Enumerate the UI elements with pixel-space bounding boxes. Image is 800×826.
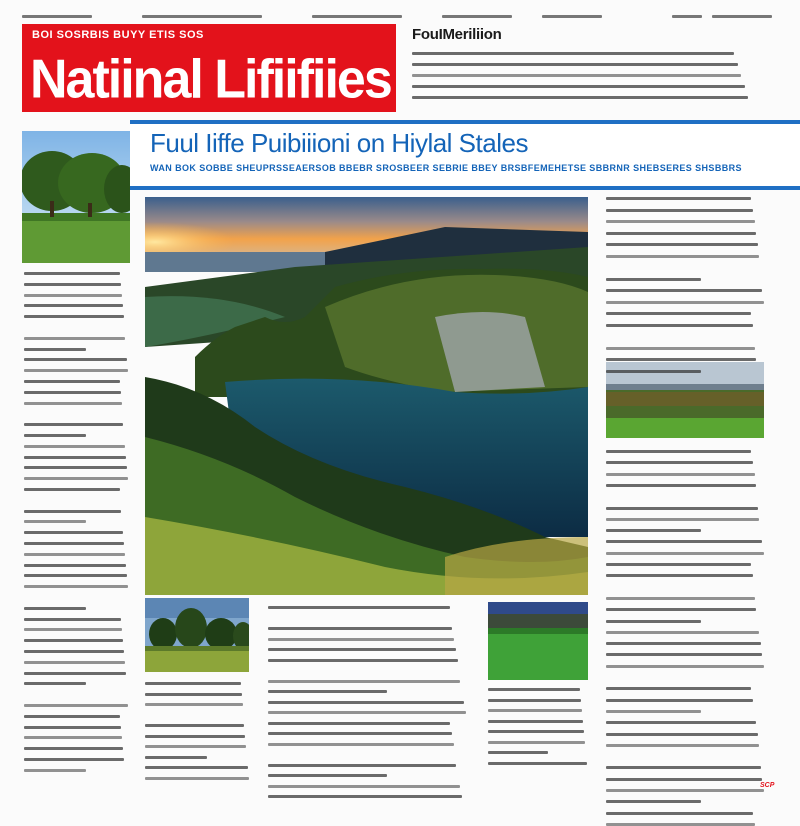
text-line	[145, 693, 242, 696]
text-line	[488, 751, 548, 754]
text-line	[24, 348, 86, 351]
tree-grove-photo	[22, 131, 130, 263]
text-line	[24, 715, 120, 718]
text-line	[606, 574, 753, 577]
text-line	[606, 620, 701, 623]
text-line	[412, 74, 741, 77]
text-line	[606, 665, 764, 668]
rule-segment	[442, 15, 512, 18]
text-line	[606, 370, 701, 373]
text-line	[268, 680, 460, 683]
text-line	[606, 473, 755, 476]
text-line	[268, 659, 458, 662]
text-line	[606, 823, 755, 826]
text-line	[145, 724, 244, 727]
text-line	[488, 709, 582, 712]
text-line	[24, 402, 122, 405]
text-line	[606, 232, 756, 235]
rule-segment	[542, 15, 602, 18]
text-line	[268, 722, 450, 725]
green-field-photo	[606, 362, 764, 438]
text-line	[606, 312, 751, 315]
text-line	[24, 380, 120, 383]
text-line	[488, 730, 584, 733]
coastal-sunset-lake-photo	[145, 197, 588, 595]
text-line	[24, 520, 86, 523]
text-line	[24, 456, 126, 459]
text-line	[24, 315, 124, 318]
text-line	[24, 607, 86, 610]
text-line	[24, 650, 124, 653]
text-line	[24, 758, 124, 761]
text-line	[24, 423, 123, 426]
text-line	[268, 774, 387, 777]
text-line	[606, 653, 762, 656]
text-line	[606, 789, 764, 792]
text-line	[24, 488, 120, 491]
text-line	[24, 283, 121, 286]
text-line	[606, 642, 761, 645]
rule-segment	[672, 15, 702, 18]
text-line	[606, 518, 759, 521]
text-line	[606, 289, 762, 292]
text-line	[606, 255, 759, 258]
text-line	[24, 272, 120, 275]
rule-segment	[712, 15, 772, 18]
text-line	[268, 627, 452, 630]
text-line	[24, 769, 86, 772]
footer-mark: SCP	[760, 782, 775, 789]
text-line	[145, 756, 207, 759]
feature-subhead: WAN BOK SOBBE SHEUPRSSEAERSOB BBEBR SROSBEER SEBRIE BBEY BRSBFEMEHETSE SBBRNR SHEBSERES SHSBBRS	[150, 163, 742, 173]
text-line	[606, 324, 753, 327]
text-line	[24, 337, 125, 340]
text-line	[412, 85, 745, 88]
tree-line-photo	[145, 598, 249, 672]
text-line	[268, 743, 454, 746]
text-line	[606, 563, 751, 566]
masthead-title: Natiinal Lifiifiies	[30, 49, 391, 110]
text-line	[606, 631, 759, 634]
text-line	[606, 243, 758, 246]
text-line	[606, 507, 758, 510]
text-line	[145, 777, 249, 780]
section-label: FouIMeriliion	[412, 26, 502, 43]
text-line	[268, 701, 464, 704]
text-line	[24, 639, 123, 642]
text-line	[412, 96, 748, 99]
text-line	[488, 762, 587, 765]
text-line	[606, 733, 758, 736]
text-line	[24, 445, 125, 448]
text-line	[412, 52, 734, 55]
text-line	[24, 466, 127, 469]
text-line	[24, 672, 126, 675]
text-line	[24, 585, 128, 588]
text-line	[145, 766, 248, 769]
text-line	[268, 690, 387, 693]
text-line	[24, 726, 121, 729]
text-line	[606, 687, 751, 690]
text-line	[488, 688, 580, 691]
text-line	[606, 812, 753, 815]
text-line	[24, 369, 128, 372]
text-line	[24, 542, 124, 545]
rule-segment	[142, 15, 262, 18]
text-line	[606, 461, 753, 464]
text-line	[412, 63, 738, 66]
text-line	[606, 766, 761, 769]
text-line	[24, 682, 86, 685]
text-line	[24, 618, 121, 621]
text-line	[606, 552, 764, 555]
rule-segment	[312, 15, 402, 18]
text-line	[24, 391, 121, 394]
text-line	[606, 197, 751, 200]
text-line	[488, 699, 581, 702]
masthead	[22, 24, 396, 112]
text-line	[24, 434, 86, 437]
text-line	[606, 721, 756, 724]
text-line	[606, 347, 755, 350]
text-line	[606, 220, 755, 223]
text-line	[24, 358, 127, 361]
text-line	[24, 531, 123, 534]
text-line	[268, 648, 456, 651]
feature-headline: Fuul Iiffe Puibiiioni on Hiylal Stales	[150, 128, 528, 158]
text-line	[606, 744, 759, 747]
text-line	[24, 736, 122, 739]
text-line	[24, 304, 123, 307]
text-line	[606, 699, 753, 702]
text-line	[606, 710, 701, 713]
text-line	[268, 638, 454, 641]
text-line	[24, 747, 123, 750]
text-line	[268, 732, 452, 735]
text-line	[24, 553, 125, 556]
text-line	[606, 209, 753, 212]
text-line	[606, 278, 701, 281]
text-line	[606, 608, 756, 611]
text-line	[268, 785, 460, 788]
text-line	[24, 628, 122, 631]
text-line	[268, 764, 456, 767]
text-line	[606, 778, 762, 781]
text-line	[24, 574, 127, 577]
rule-segment	[22, 15, 92, 18]
text-line	[606, 597, 755, 600]
text-line	[606, 484, 756, 487]
text-line	[606, 450, 751, 453]
text-line	[268, 795, 462, 798]
text-line	[24, 661, 125, 664]
text-line	[145, 745, 246, 748]
text-line	[488, 720, 583, 723]
text-line	[606, 301, 764, 304]
text-line	[145, 703, 243, 706]
text-line	[24, 294, 122, 297]
text-line	[606, 800, 701, 803]
text-line	[145, 682, 241, 685]
text-line	[606, 540, 762, 543]
top-rule	[22, 15, 778, 19]
text-line	[24, 564, 126, 567]
masthead-kicker: BOI SOSRBIS BUYY ETIS SOS	[32, 29, 204, 41]
text-line	[24, 477, 128, 480]
text-line	[488, 741, 585, 744]
text-line	[145, 735, 245, 738]
text-line	[606, 358, 756, 361]
grass-field-photo	[488, 602, 588, 680]
text-line	[24, 704, 128, 707]
text-line	[268, 711, 466, 714]
text-line	[24, 510, 121, 513]
text-line	[268, 606, 450, 609]
text-line	[606, 529, 701, 532]
